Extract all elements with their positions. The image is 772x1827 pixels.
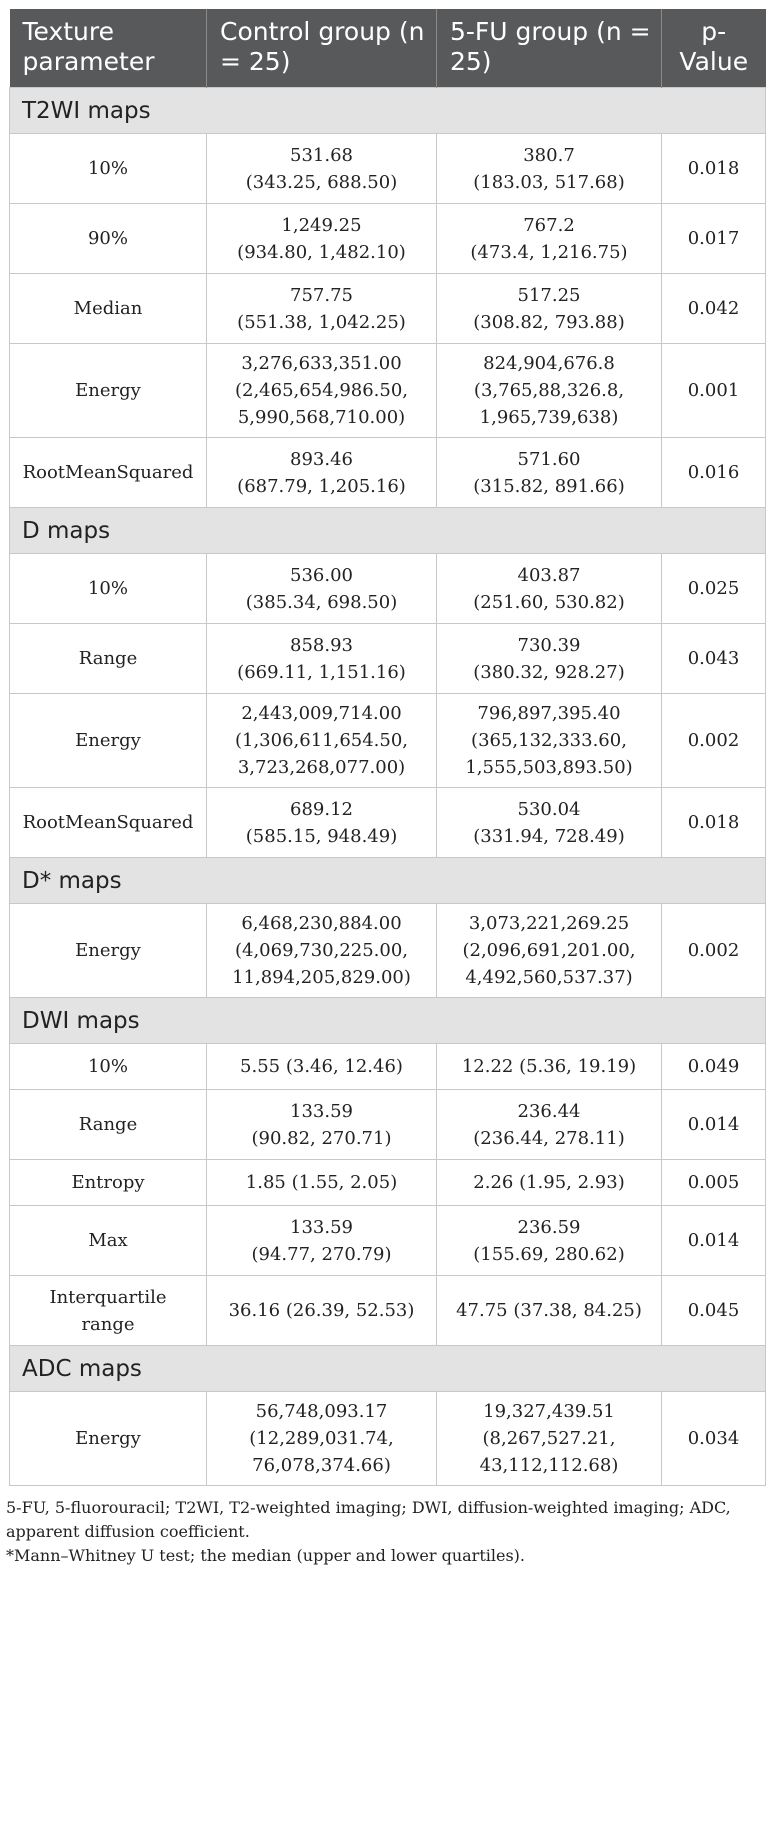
header-5fu-group: 5-FU group (n = 25) — [437, 9, 662, 88]
table-row — [10, 1206, 766, 1276]
p-value-cell: 0.017 — [662, 204, 766, 274]
parameter-cell — [10, 274, 207, 344]
section-title: D* maps — [10, 858, 766, 904]
cell-line: 858.93 — [290, 634, 353, 656]
p-value-cell: 0.001 — [662, 344, 766, 438]
cell-line: (3,765,88,326.8, — [473, 380, 625, 401]
cell-line: (251.60, 530.82) — [473, 591, 625, 613]
parameter-cell — [10, 694, 207, 788]
table-body — [10, 88, 766, 1486]
cell-line: (331.94, 728.49) — [473, 825, 625, 847]
cell-line: 1,555,503,893.50) — [465, 757, 633, 778]
cell-line: 5.55 (3.46, 12.46) — [240, 1056, 403, 1077]
parameter-cell — [10, 1392, 207, 1486]
table-header-row — [10, 9, 766, 88]
section-row — [10, 1346, 766, 1392]
cell-line: (2,096,691,201.00, — [462, 940, 636, 961]
section-row — [10, 858, 766, 904]
table-row — [10, 1276, 766, 1346]
cell-line: Median — [73, 298, 143, 319]
parameter-cell — [10, 1206, 207, 1276]
parameter-cell — [10, 624, 207, 694]
control-value-cell — [207, 1044, 437, 1090]
table-row — [10, 134, 766, 204]
cell-line: 6,468,230,884.00 — [241, 913, 402, 934]
control-value-cell — [207, 344, 437, 438]
parameter-cell — [10, 344, 207, 438]
table-row — [10, 344, 766, 438]
cell-line: (236.44, 278.11) — [473, 1127, 625, 1149]
parameter-cell — [10, 554, 207, 624]
cell-line: RootMeanSquared — [22, 462, 194, 483]
cell-line: 571.60 — [517, 448, 581, 470]
p-value-cell: 0.018 — [662, 134, 766, 204]
fu-value-cell — [437, 204, 662, 274]
cell-line: (8,267,527.21, — [482, 1428, 616, 1449]
table-row — [10, 204, 766, 274]
parameter-cell — [10, 1276, 207, 1346]
table-footnotes — [6, 1496, 766, 1568]
table-row — [10, 1090, 766, 1160]
fu-value-cell — [437, 788, 662, 858]
p-value-cell: 0.025 — [662, 554, 766, 624]
cell-line: Range — [78, 648, 138, 669]
section-title: DWI maps — [10, 998, 766, 1044]
table-row — [10, 1044, 766, 1090]
cell-line: (12,289,031.74, — [249, 1428, 394, 1449]
table-row — [10, 788, 766, 858]
section-row — [10, 998, 766, 1044]
cell-line: Max — [88, 1230, 128, 1251]
header-control-group: Control group (n = 25) — [207, 9, 437, 88]
cell-line: (155.69, 280.62) — [473, 1243, 625, 1265]
cell-line: 767.2 — [523, 214, 575, 236]
table-row — [10, 1392, 766, 1486]
fu-value-cell — [437, 694, 662, 788]
cell-line: 757.75 — [290, 284, 353, 306]
p-value-cell: 0.002 — [662, 694, 766, 788]
cell-line: 133.59 — [290, 1216, 353, 1238]
cell-line: 11,894,205,829.00) — [232, 967, 411, 988]
cell-line: 236.59 — [517, 1216, 581, 1238]
fu-value-cell — [437, 904, 662, 998]
fu-value-cell — [437, 1090, 662, 1160]
cell-line: range — [81, 1313, 135, 1335]
p-value-cell: 0.016 — [662, 438, 766, 508]
cell-line: (365,132,333.60, — [471, 730, 627, 751]
p-value-cell: 0.014 — [662, 1206, 766, 1276]
cell-line: 43,112,112.68) — [479, 1455, 619, 1476]
cell-line: (473.4, 1,216.75) — [470, 241, 628, 263]
cell-line: 536.00 — [290, 564, 353, 586]
p-value-cell: 0.049 — [662, 1044, 766, 1090]
header-texture-parameter: Texture parameter — [10, 9, 207, 88]
texture-parameter-table — [9, 9, 766, 1486]
cell-line: 236.44 — [517, 1100, 581, 1122]
cell-line: 12.22 (5.36, 19.19) — [461, 1056, 637, 1077]
p-value-cell: 0.005 — [662, 1160, 766, 1206]
cell-line: (385.34, 698.50) — [245, 591, 398, 613]
section-row — [10, 88, 766, 134]
fu-value-cell — [437, 1044, 662, 1090]
cell-line: 530.04 — [517, 798, 581, 820]
cell-line: (669.11, 1,151.16) — [237, 661, 406, 683]
parameter-cell — [10, 1090, 207, 1160]
section-title: D maps — [10, 508, 766, 554]
cell-line: Entropy — [71, 1172, 145, 1193]
cell-line: 76,078,374.66) — [252, 1455, 391, 1476]
table-row — [10, 274, 766, 344]
control-value-cell — [207, 1090, 437, 1160]
cell-line: 133.59 — [290, 1100, 353, 1122]
fu-value-cell — [437, 438, 662, 508]
control-value-cell — [207, 904, 437, 998]
control-value-cell — [207, 1392, 437, 1486]
cell-line: 3,276,633,351.00 — [241, 353, 402, 374]
fu-value-cell — [437, 134, 662, 204]
p-value-cell: 0.042 — [662, 274, 766, 344]
fu-value-cell — [437, 554, 662, 624]
cell-line: 10% — [87, 578, 128, 599]
cell-line: 796,897,395.40 — [477, 703, 621, 724]
parameter-cell — [10, 788, 207, 858]
cell-line: 1,249.25 — [281, 214, 362, 236]
control-value-cell — [207, 554, 437, 624]
parameter-cell — [10, 134, 207, 204]
fu-value-cell — [437, 1160, 662, 1206]
cell-line: 824,904,676.8 — [483, 353, 615, 374]
cell-line: RootMeanSquared — [22, 812, 194, 833]
cell-line: (90.82, 270.71) — [251, 1127, 392, 1149]
cell-line: 2,443,009,714.00 — [241, 703, 402, 724]
cell-line: Energy — [75, 940, 141, 961]
fu-value-cell — [437, 274, 662, 344]
cell-line: 2.26 (1.95, 2.93) — [473, 1172, 625, 1193]
section-title: ADC maps — [10, 1346, 766, 1392]
cell-line: (2,465,654,986.50, — [234, 380, 409, 401]
cell-line: 893.46 — [290, 448, 353, 470]
table-row — [10, 554, 766, 624]
cell-line: Energy — [75, 380, 141, 401]
cell-line: 56,748,093.17 — [255, 1401, 388, 1422]
cell-line: (934.80, 1,482.10) — [237, 241, 406, 263]
cell-line: (308.82, 793.88) — [473, 311, 625, 333]
cell-line: 517.25 — [517, 284, 581, 306]
control-value-cell — [207, 624, 437, 694]
p-value-cell: 0.045 — [662, 1276, 766, 1346]
cell-line: 3,723,268,077.00) — [237, 757, 406, 778]
cell-line: (687.79, 1,205.16) — [237, 475, 406, 497]
cell-line: 403.87 — [517, 564, 581, 586]
p-value-cell: 0.043 — [662, 624, 766, 694]
parameter-cell — [10, 438, 207, 508]
cell-line: Energy — [75, 1428, 141, 1449]
control-value-cell — [207, 438, 437, 508]
cell-line: 5,990,568,710.00) — [237, 407, 406, 428]
cell-line: (4,069,730,225.00, — [234, 940, 409, 961]
cell-line: (315.82, 891.66) — [473, 475, 625, 497]
fu-value-cell — [437, 1206, 662, 1276]
cell-line: (551.38, 1,042.25) — [237, 311, 406, 333]
footnote-line: apparent diffusion coefficient. — [6, 1522, 250, 1541]
cell-line: 19,327,439.51 — [483, 1401, 615, 1422]
cell-line: 4,492,560,537.37) — [465, 967, 633, 988]
cell-line: (380.32, 928.27) — [473, 661, 625, 683]
cell-line: (94.77, 270.79) — [251, 1243, 392, 1265]
parameter-cell — [10, 1160, 207, 1206]
cell-line: 36.16 (26.39, 52.53) — [228, 1300, 415, 1321]
fu-value-cell — [437, 1392, 662, 1486]
cell-line: (585.15, 948.49) — [245, 825, 398, 847]
section-row — [10, 508, 766, 554]
control-value-cell — [207, 694, 437, 788]
cell-line: 1.85 (1.55, 2.05) — [245, 1172, 398, 1193]
cell-line: (343.25, 688.50) — [245, 171, 398, 193]
cell-line: Energy — [75, 730, 141, 751]
control-value-cell — [207, 134, 437, 204]
table-row — [10, 904, 766, 998]
footnote-line: 5-FU, 5-fluorouracil; T2WI, T2-weighted imaging; DWI, diffusion-weighted imaging; ADC, — [6, 1498, 731, 1517]
cell-line: (183.03, 517.68) — [473, 171, 625, 193]
control-value-cell — [207, 788, 437, 858]
cell-line: 3,073,221,269.25 — [468, 913, 630, 934]
table-row — [10, 1160, 766, 1206]
cell-line: 730.39 — [517, 634, 581, 656]
cell-line: Interquartile — [49, 1286, 167, 1308]
cell-line: 90% — [87, 228, 128, 249]
cell-line: 10% — [87, 1056, 128, 1077]
footnote-line: *Mann–Whitney U test; the median (upper and lower quartiles). — [6, 1546, 525, 1565]
control-value-cell — [207, 1160, 437, 1206]
table-row — [10, 624, 766, 694]
control-value-cell — [207, 274, 437, 344]
fu-value-cell — [437, 1276, 662, 1346]
table-row — [10, 438, 766, 508]
section-title: T2WI maps — [10, 88, 766, 134]
parameter-cell — [10, 1044, 207, 1090]
cell-line: 689.12 — [290, 798, 353, 820]
control-value-cell — [207, 1206, 437, 1276]
fu-value-cell — [437, 624, 662, 694]
cell-line: 531.68 — [290, 144, 353, 166]
header-p-value: p-Value — [662, 9, 766, 88]
p-value-cell: 0.002 — [662, 904, 766, 998]
cell-line: 1,965,739,638) — [479, 407, 619, 428]
p-value-cell: 0.014 — [662, 1090, 766, 1160]
p-value-cell: 0.034 — [662, 1392, 766, 1486]
parameter-cell — [10, 204, 207, 274]
cell-line: Range — [78, 1114, 138, 1135]
parameter-cell — [10, 904, 207, 998]
fu-value-cell — [437, 344, 662, 438]
control-value-cell — [207, 204, 437, 274]
table-row — [10, 694, 766, 788]
p-value-cell: 0.018 — [662, 788, 766, 858]
cell-line: 47.75 (37.38, 84.25) — [456, 1300, 642, 1321]
cell-line: (1,306,611,654.50, — [234, 730, 409, 751]
cell-line: 380.7 — [523, 144, 575, 166]
cell-line: 10% — [87, 158, 128, 179]
control-value-cell — [207, 1276, 437, 1346]
